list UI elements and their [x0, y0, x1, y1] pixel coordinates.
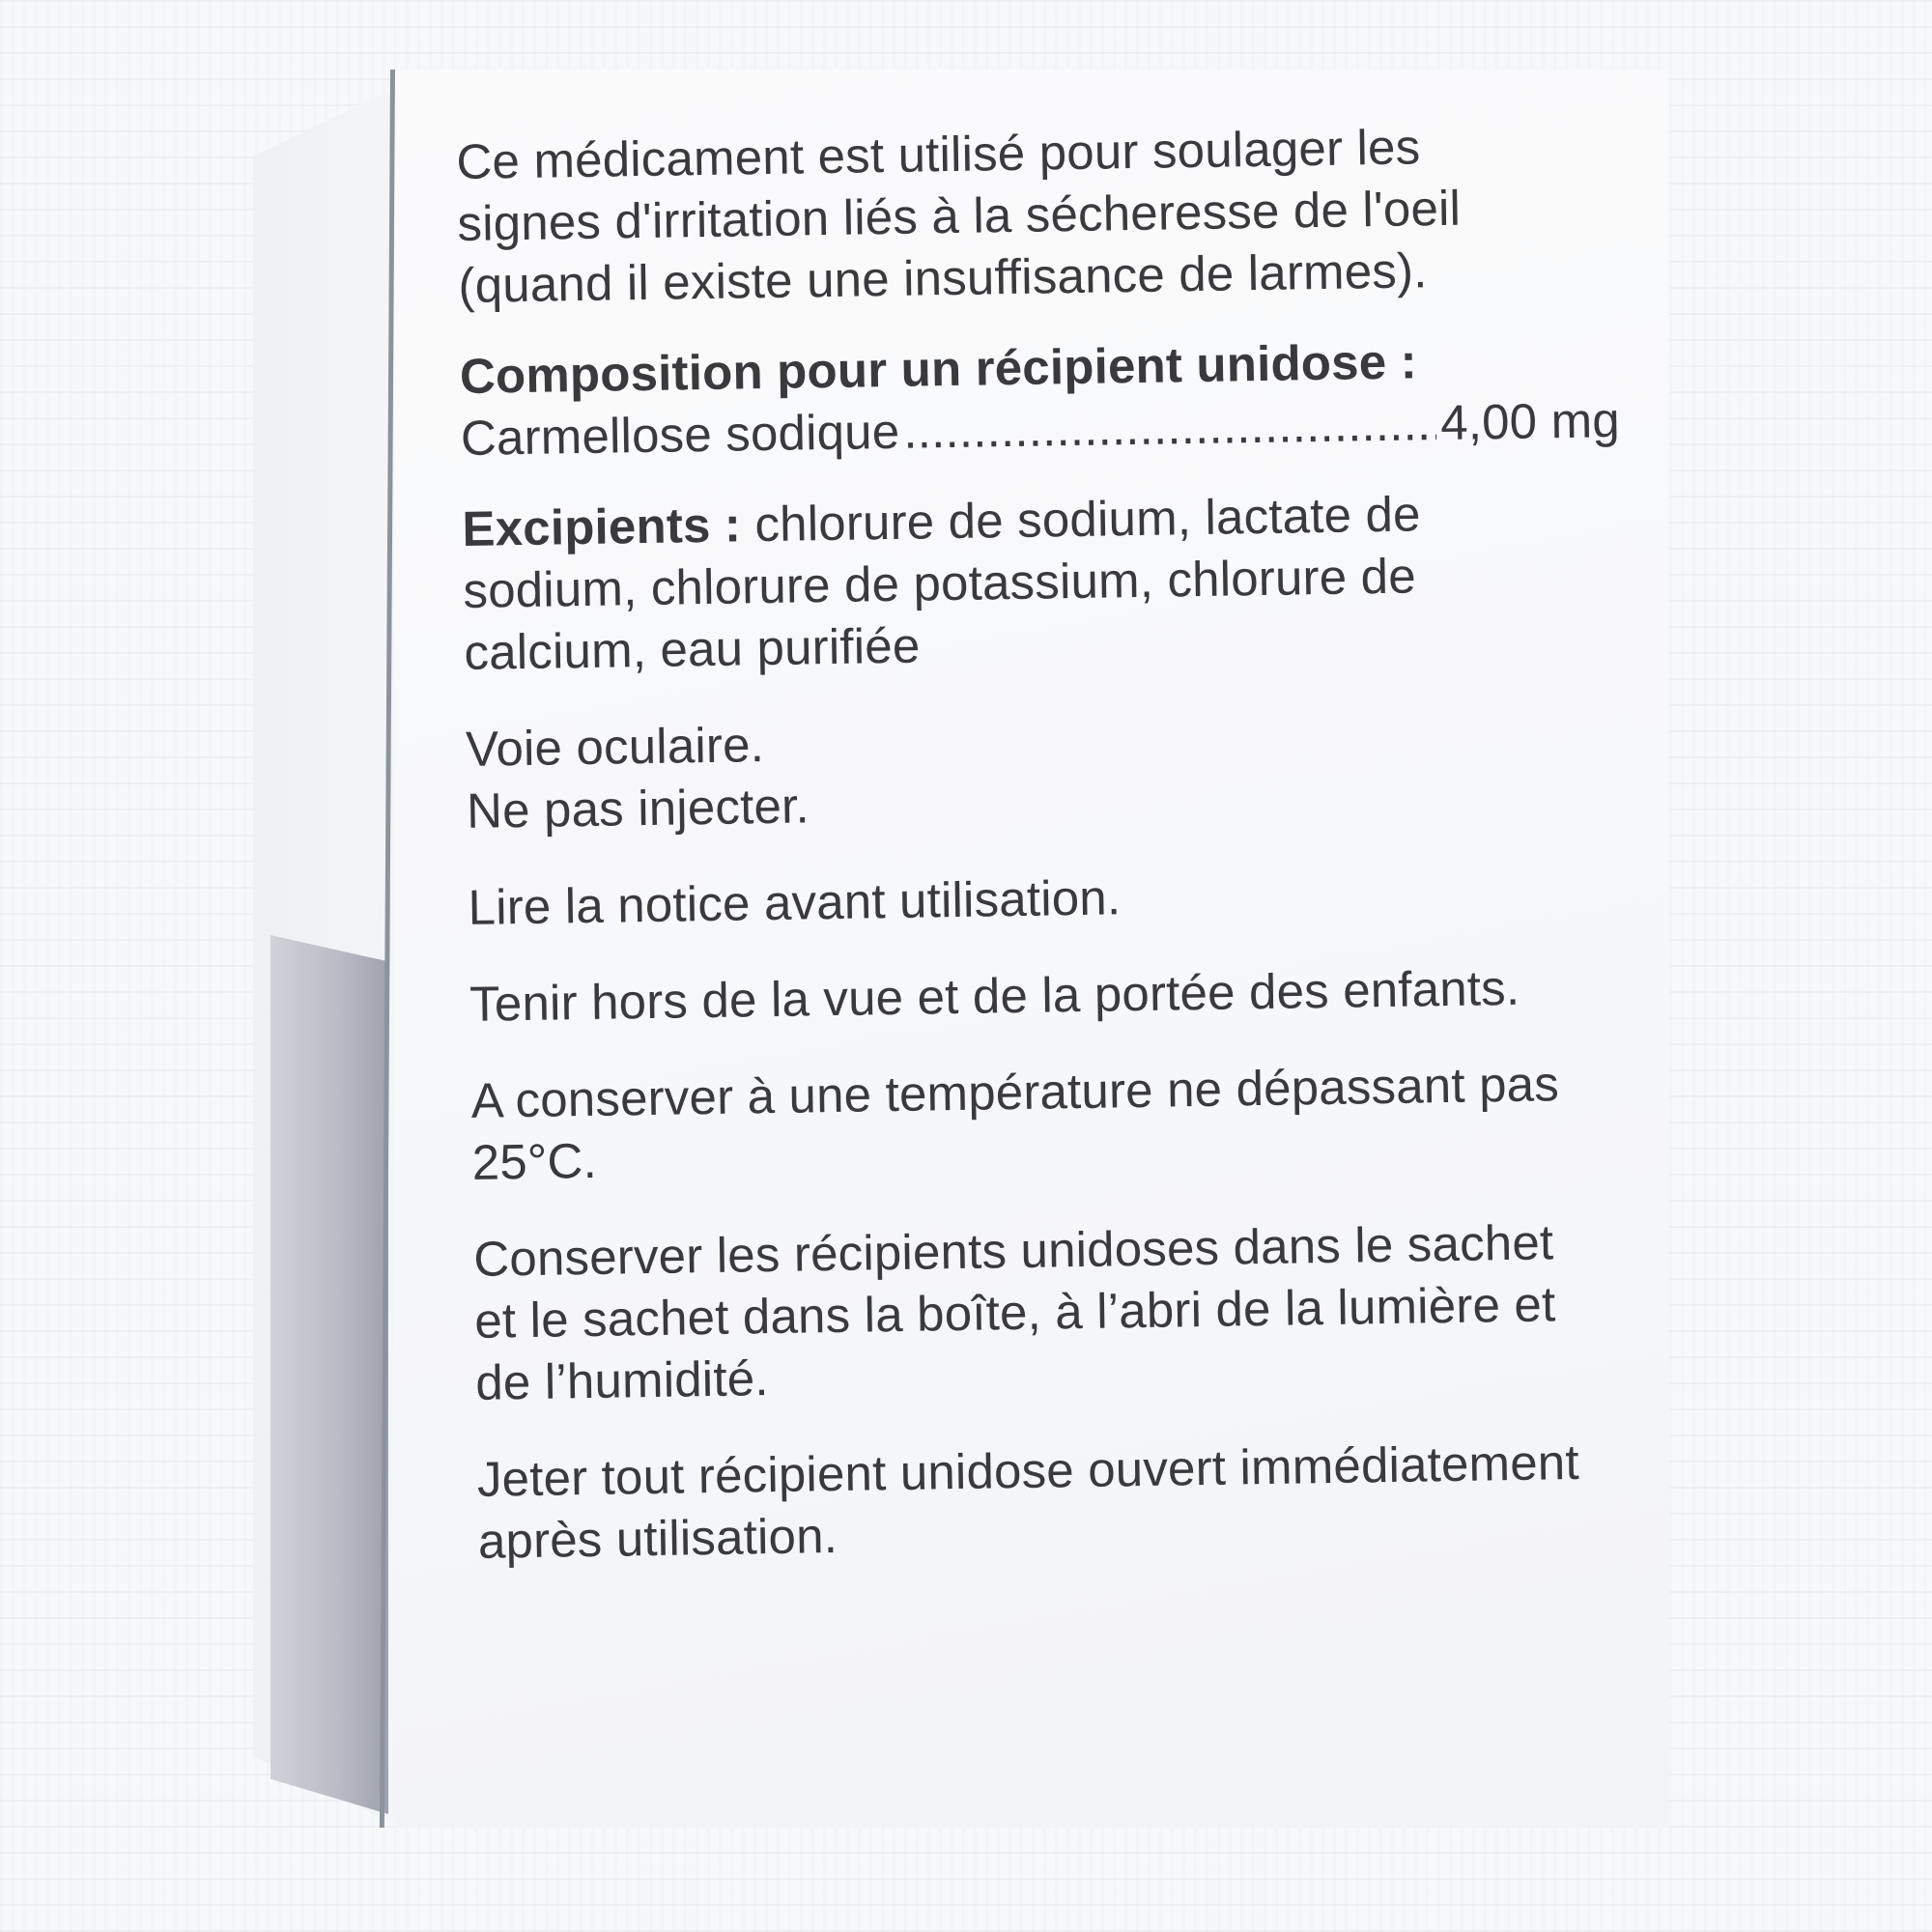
discard-line-1: Jeter tout récipient unidose ouvert immédiatement [476, 1434, 1580, 1507]
storage-line-3: de l’humidité. [474, 1350, 770, 1410]
excipients-section [462, 479, 1662, 683]
excipients-text-1: chlorure de sodium, lactate de [740, 486, 1422, 553]
children-warning-text: Tenir hors de la vue et de la portée des enfants. [469, 959, 1520, 1032]
excipients-line-2: sodium, chlorure de potassium, chlorure de [463, 548, 1417, 618]
route-section [466, 699, 1665, 841]
discard-line-2: après utilisation. [477, 1507, 838, 1569]
temperature-section [470, 1051, 1670, 1193]
dot-leader [903, 392, 1437, 463]
storage-line-1: Conserver les récipients unidoses dans le sachet [472, 1214, 1554, 1287]
storage-section [473, 1209, 1674, 1413]
usage-line-3: (quand il existe une insuffisance de larmes). [458, 242, 1428, 313]
composition-section [459, 327, 1659, 469]
discard-section [476, 1430, 1676, 1572]
storage-line-2: et le sachet dans la boîte, à l’abri de la lumière et [473, 1276, 1556, 1349]
usage-line-2: signes d'irritation liés à la sécheresse de l'oeil [457, 180, 1462, 251]
excipients-heading: Excipients : [462, 497, 742, 556]
label-text-block [456, 113, 1676, 1573]
box-side-shadow [270, 935, 388, 1814]
children-section [469, 954, 1668, 1035]
usage-line-1: Ce médicament est utilisé pour soulager les [456, 119, 1421, 189]
ingredient-amount: 4,00 mg [1439, 392, 1621, 451]
temperature-line-2: 25°C. [471, 1132, 598, 1190]
temperature-line-1: A conserver à une température ne dépassant pas [470, 1056, 1560, 1128]
notice-text: Lire la notice avant utilisation. [468, 869, 1122, 935]
ingredient-name: Carmellose sodique [460, 403, 900, 466]
route-line-1: Voie oculaire. [465, 717, 765, 777]
notice-section [468, 858, 1666, 938]
composition-heading: Composition pour un récipient unidose : [459, 333, 1418, 404]
usage-section [456, 113, 1657, 317]
route-line-2: Ne pas injecter. [466, 778, 810, 838]
excipients-line-3: calcium, eau purifiée [464, 617, 921, 680]
